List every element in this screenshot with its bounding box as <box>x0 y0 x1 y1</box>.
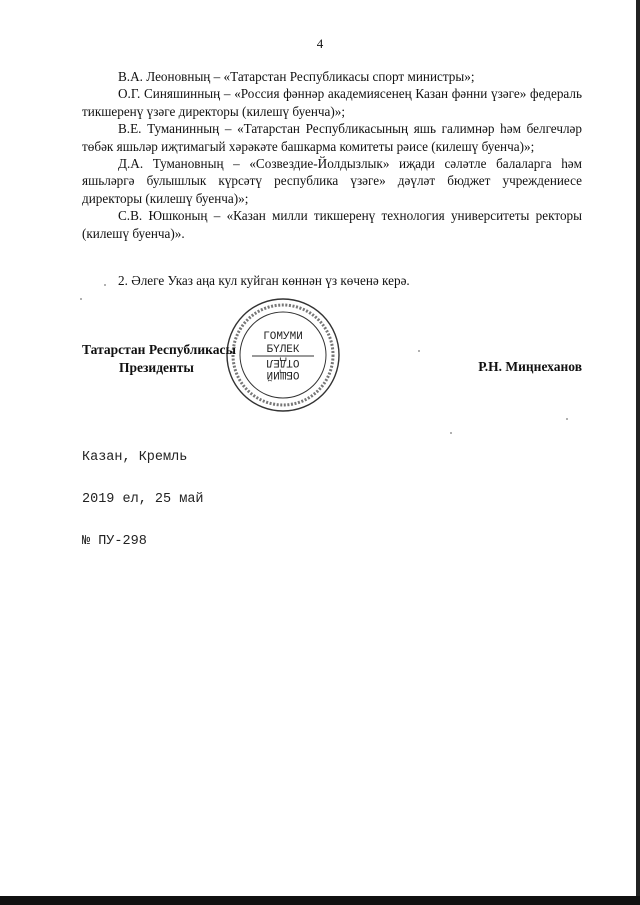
stamp-line-3: ОТДЕЛ <box>266 356 300 368</box>
stamp-line-4: ОБЩИЙ <box>266 368 300 380</box>
scan-edge <box>636 0 640 905</box>
stamp-line-2: БҮЛЕК <box>266 344 300 356</box>
office-stamp <box>222 296 344 414</box>
paragraph-yushko: С.В. Юшконың – «Казан милли тикшеренү технология университеты ректоры (килешү буенча)». <box>82 208 582 241</box>
stamp-line-1: ГОМУМИ <box>263 331 303 343</box>
decree-number: № ПУ-298 <box>82 534 147 549</box>
signatory-org: Татарстан Республикасы <box>82 342 237 357</box>
decree-item-2: 2. Әлеге Указ аңа кул куйган көннән үз көченә керә. <box>118 273 410 288</box>
scan-speck <box>418 350 420 352</box>
signatory-position: Президенты <box>119 360 194 375</box>
scan-speck <box>80 298 82 300</box>
scan-bottom-edge <box>0 896 640 905</box>
scan-speck <box>104 284 106 286</box>
signatory-name: Р.Н. Миңнеханов <box>478 359 582 374</box>
decree-date: 2019 ел, 25 май <box>82 492 204 507</box>
paragraph-sinyashin: О.Г. Синяшинның – «Россия фәннәр академиясенең Казан фәнни үзәге» федераль тикшеренү үзәге директоры (килешү буенча)»; <box>82 86 582 119</box>
signatory-title <box>82 341 236 377</box>
decree-place: Казан, Кремль <box>82 450 188 465</box>
paragraph-leonov: В.А. Леоновның – «Татарстан Республикасы спорт министры»; <box>118 69 475 84</box>
paragraph-tumanov: Д.А. Тумановның – «Созвездие-Йолдызлык» иҗади сәләтле балаларга һәм яшьләргә булышлык күрсәтү республика үзәге» дәүләт бюджет учреждениесе директоры (килешү буенча)»; <box>82 156 582 206</box>
paragraph-tumanin: В.Е. Туманинның – «Татарстан Республикасының яшь галимнәр һәм белгечләр төбәк яшьләр иҗтимагый хәрәкәте башкарма комитеты рәисе (килешү буенча)»; <box>82 121 582 154</box>
appointments-list <box>82 68 582 242</box>
page-number: 4 <box>316 36 324 51</box>
decree-details <box>82 423 204 563</box>
scan-speck <box>566 418 568 420</box>
scan-speck <box>450 432 452 434</box>
